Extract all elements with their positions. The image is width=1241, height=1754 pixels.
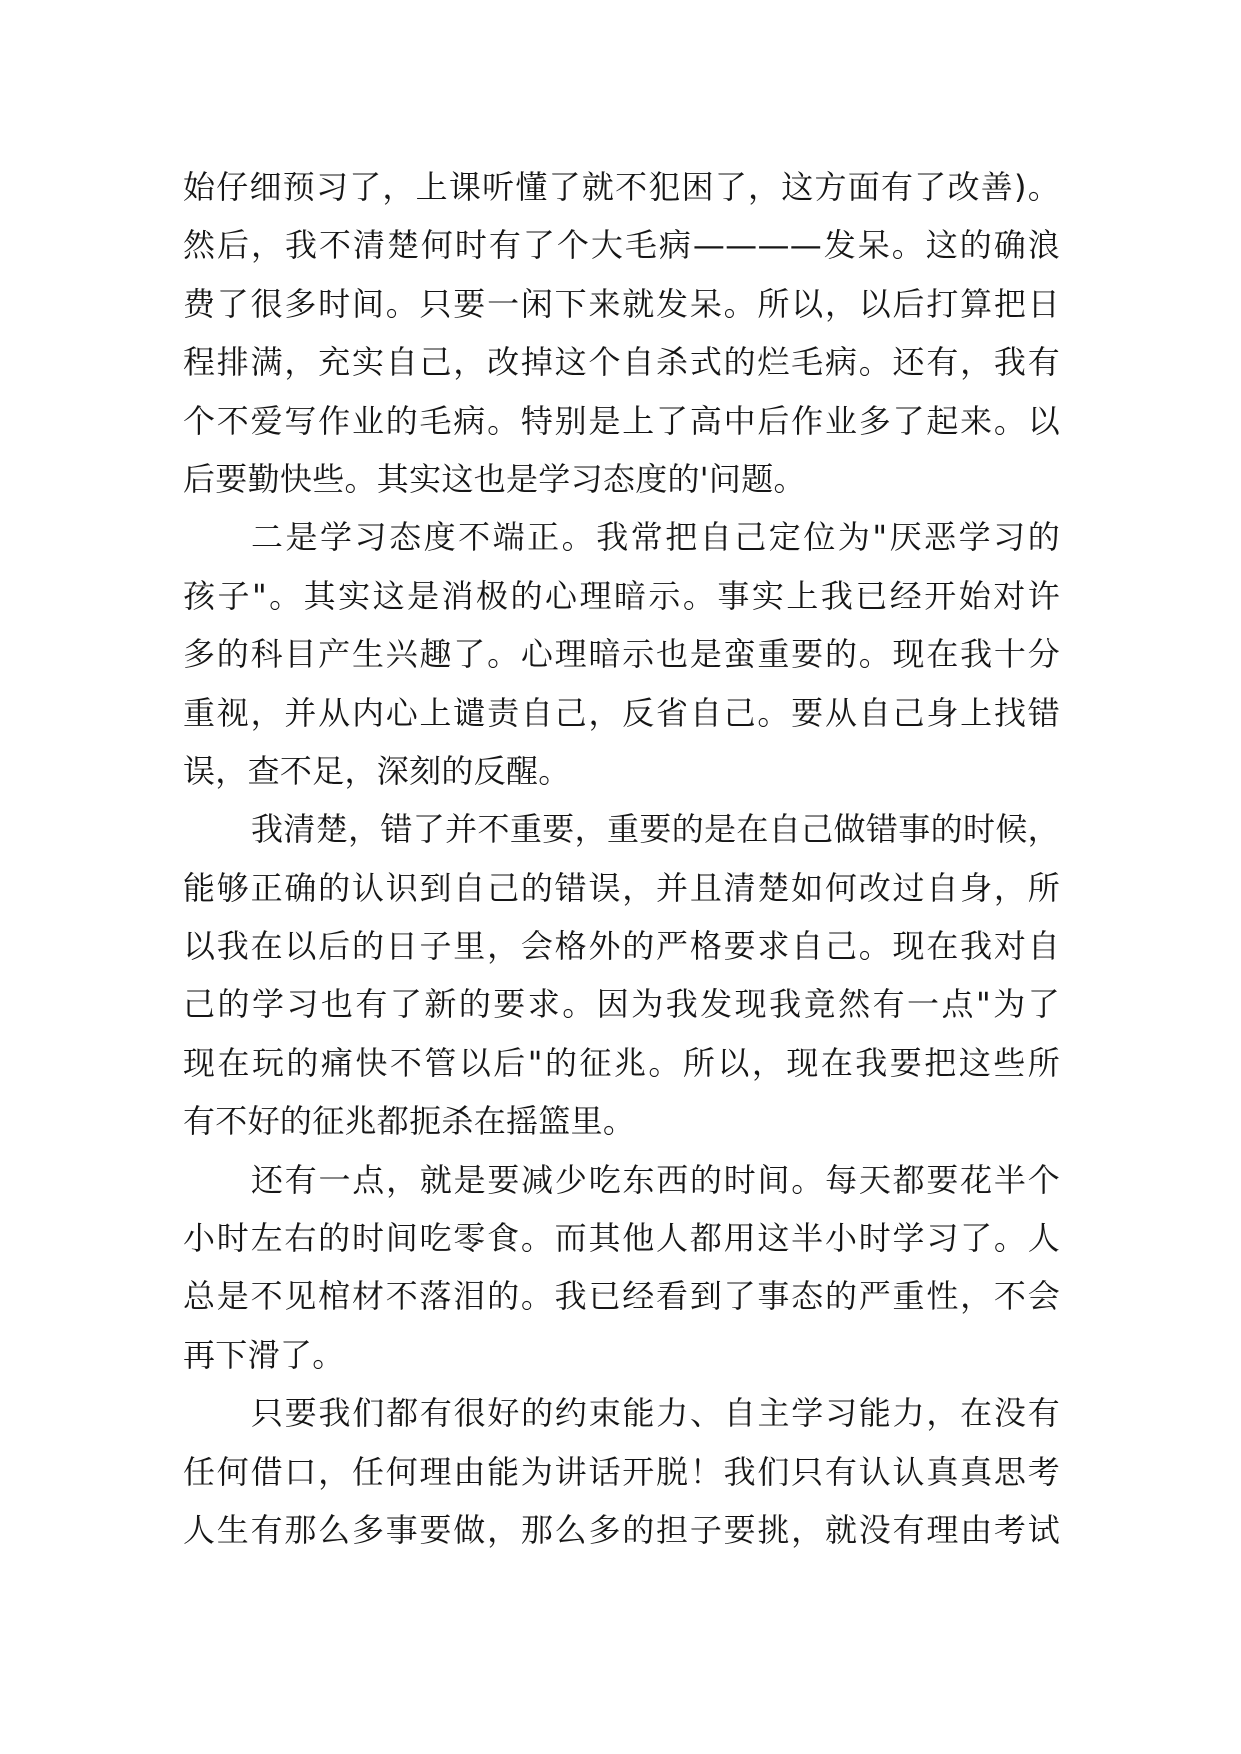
text-line: 有不好的征兆都扼杀在摇篮里。: [183, 1102, 636, 1141]
text-line: 总是不见棺材不落泪的。我已经看到了事态的严重性，不会: [183, 1277, 1060, 1316]
text-line: 己的学习也有了新的要求。因为我发现我竟然有一点"为了: [183, 985, 1060, 1024]
text-line: 再下滑了。: [183, 1335, 345, 1374]
text-line: 以我在以后的日子里，会格外的严格要求自己。现在我对自: [183, 927, 1060, 966]
text-line: 还有一点，就是要减少吃东西的时间。每天都要花半个: [251, 1160, 1060, 1199]
text-line: 我清楚，错了并不重要，重要的是在自己做错事的时候，: [251, 810, 1060, 849]
text-line: 费了很多时间。只要一闲下来就发呆。所以，以后打算把日: [183, 284, 1060, 323]
text-line: 二是学习态度不端正。我常把自己定位为"厌恶学习的: [251, 518, 1060, 557]
text-line: 小时左右的时间吃零食。而其他人都用这半小时学习了。人: [183, 1219, 1060, 1258]
text-line: 人生有那么多事要做，那么多的担子要挑，就没有理由考试: [183, 1510, 1060, 1549]
text-line: 误，查不足，深刻的反醒。: [183, 751, 571, 790]
text-line: 多的科目产生兴趣了。心理暗示也是蛮重要的。现在我十分: [183, 635, 1060, 674]
text-line: 重视，并从内心上谴责自己，反省自己。要从自己身上找错: [183, 693, 1060, 732]
text-line: 任何借口，任何理由能为讲话开脱！我们只有认认真真思考: [183, 1452, 1060, 1491]
text-line: 能够正确的认识到自己的错误，并且清楚如何改过自身，所: [183, 868, 1060, 907]
text-line: 后要勤快些。其实这也是学习态度的'问题。: [183, 459, 806, 498]
text-line: 然后，我不清楚何时有了个大毛病————发呆。这的确浪: [183, 226, 1060, 265]
text-line: 始仔细预习了，上课听懂了就不犯困了，这方面有了改善)。: [183, 168, 1060, 206]
text-line: 程排满，充实自己，改掉这个自杀式的烂毛病。还有，我有: [183, 343, 1060, 382]
text-line: 个不爱写作业的毛病。特别是上了高中后作业多了起来。以: [183, 401, 1060, 440]
text-line: 孩子"。其实这是消极的心理暗示。事实上我已经开始对许: [183, 576, 1060, 615]
text-block: [183, 158, 1060, 1559]
text-line: 现在玩的痛快不管以后"的征兆。所以，现在我要把这些所: [183, 1043, 1060, 1082]
text-line: 只要我们都有很好的约束能力、自主学习能力，在没有: [251, 1394, 1060, 1433]
